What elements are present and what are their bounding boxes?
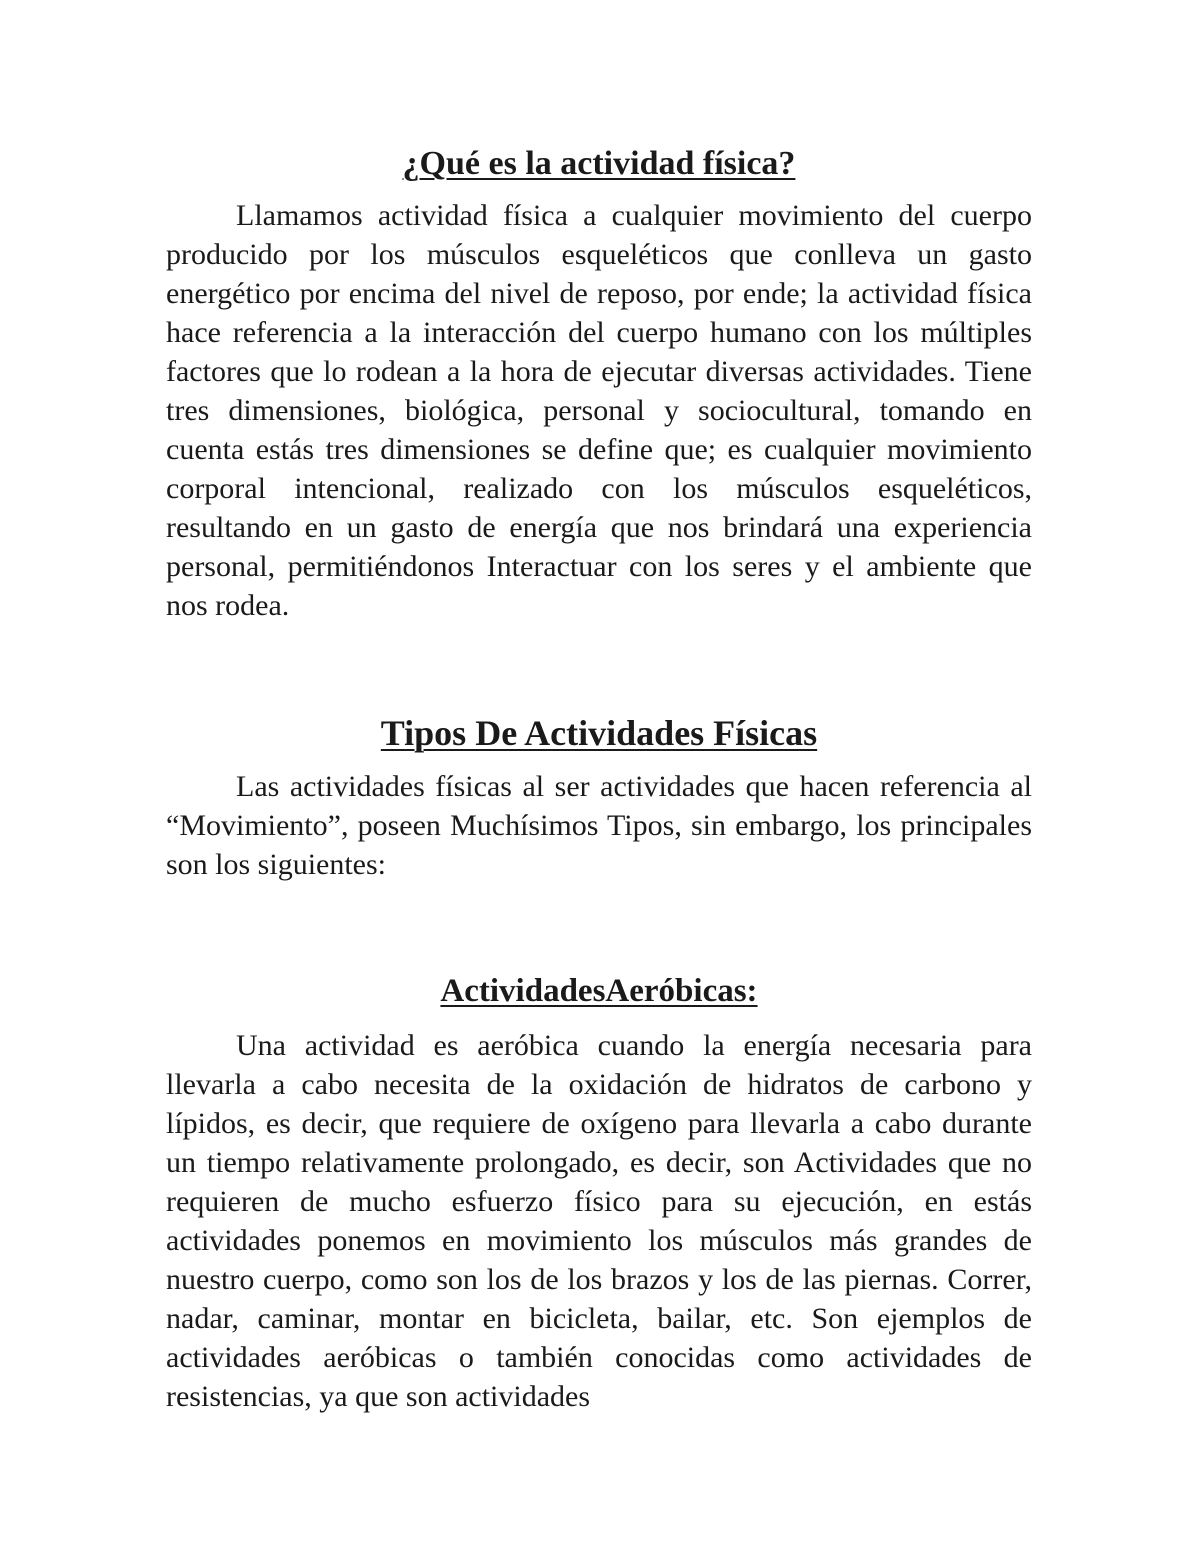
document-page [166,138,1032,1416]
paragraph-aerobic: Una actividad es aeróbica cuando la energía necesaria para llevarla a cabo necesita de la oxidación de hidratos de carbono y lípidos, es decir, que requiere de oxígeno para llevarla a cabo durante un tiempo relativamente prolongado, es decir, son Actividades que no requieren de mucho esfuerzo físico para su ejecución, en estás actividades ponemos en movimiento los músculos más grandes de nuestro cuerpo, como son los de los brazos y los de las piernas. Correr, nadar, caminar, montar en bicicleta, bailar, etc. Son ejemplos de actividades aeróbicas o también conocidas como actividades de resistencias, ya que son actividades [166,1029,1032,1413]
paragraph-what-is: Llamamos actividad física a cualquier movimiento del cuerpo producido por los músculos esqueléticos que conlleva un gasto energético por encima del nivel de reposo, por ende; la actividad física hace referencia a la interacción del cuerpo humano con los múltiples factores que lo rodean a la hora de ejecutar diversas actividades. Tiene tres dimensiones, biológica, personal y sociocultural, tomando en cuenta estás tres dimensiones se define que; es cualquier movimiento corporal intencional, realizado con los músculos esqueléticos, resultando en un gasto de energía que nos brindará una experiencia personal, permitiéndonos Interactuar con los seres y el ambiente que nos rodea. [166,199,1032,622]
section-heading-what-is: ¿Qué es la actividad física? [402,145,796,182]
section-heading-aerobic: ActividadesAeróbicas: [440,973,758,1009]
section-heading-types: Tipos De Actividades Físicas [380,713,818,753]
paragraph-types: Las actividades físicas al ser actividades que hacen referencia al “Movimiento”, poseen Muchísimos Tipos, sin embargo, los principales son los siguientes: [166,770,1032,881]
